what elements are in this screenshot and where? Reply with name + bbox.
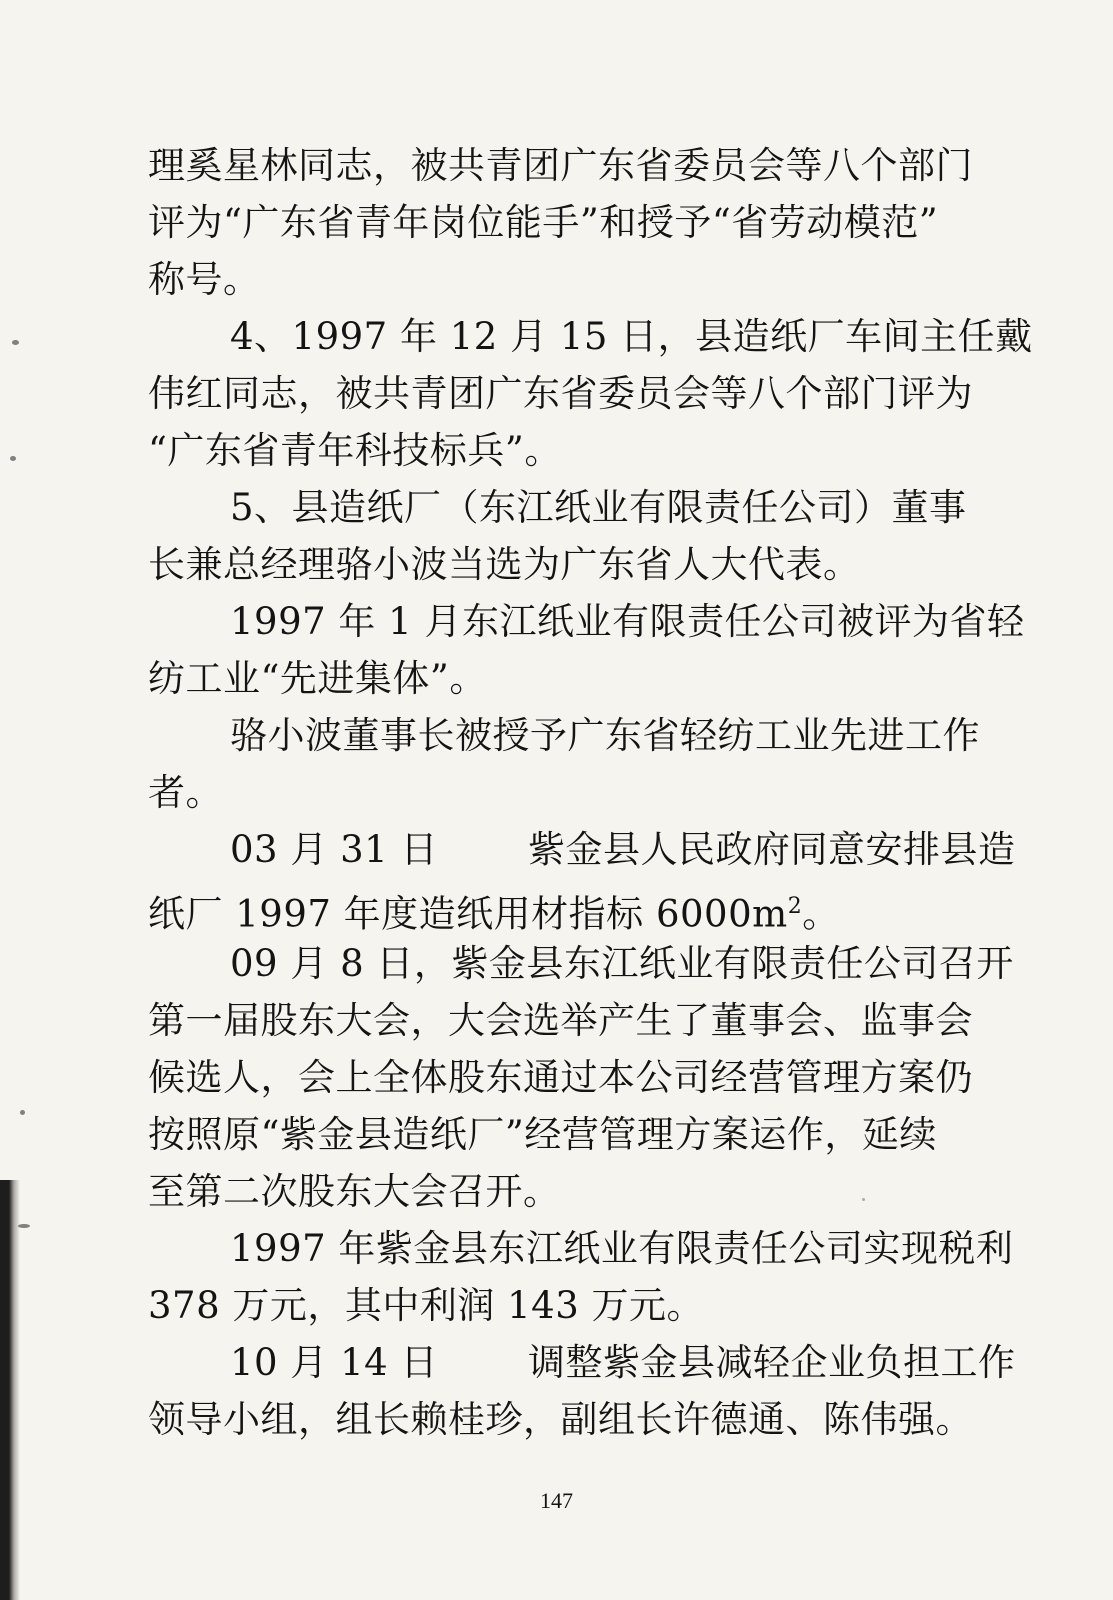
line-text: 调整紫金县减轻企业负担工作 (527, 1341, 1016, 1384)
scan-speck (20, 1110, 25, 1115)
line-text: 至第二次股东大会召开。 (148, 1170, 561, 1213)
text-line (148, 650, 1008, 707)
line-text: 纺工业“先进集体”。 (148, 657, 487, 700)
text-line (148, 992, 1008, 1049)
line-text: 5、县造纸厂（东江纸业有限责任公司）董事 (230, 486, 967, 529)
document-body-text (148, 137, 1033, 1448)
line-text: 第一届股东大会，大会选举产生了董事会、监事会 (148, 999, 973, 1042)
line-text: 伟红同志，被共青团广东省委员会等八个部门评为 (148, 372, 973, 415)
entry-date: 10 月 14 日 (230, 1341, 438, 1384)
scan-speck (10, 456, 16, 461)
entry-date: 03 月 31 日 (230, 828, 438, 871)
text-line (148, 1391, 1008, 1448)
text-line (148, 1277, 1008, 1334)
text-line (148, 1163, 1008, 1220)
text-line (148, 764, 1008, 821)
text-line (148, 479, 1008, 536)
line-text: 长兼总经理骆小波当选为广东省人大代表。 (148, 543, 861, 586)
scan-speck (12, 340, 19, 345)
line-text: 称号。 (148, 258, 261, 301)
text-line (148, 308, 1033, 365)
line-text: 理奚星林同志，被共青团广东省委员会等八个部门 (148, 144, 973, 187)
text-line (148, 137, 1008, 194)
text-line (148, 422, 1008, 479)
line-text: “广东省青年科技标兵”。 (148, 429, 562, 472)
text-line (148, 821, 1016, 878)
text-line (148, 593, 1025, 650)
line-text: 紫金县人民政府同意安排县造 (527, 828, 1016, 871)
text-line (148, 707, 1008, 764)
text-line (148, 1049, 1008, 1106)
line-text: 1997 年紫金县东江纸业有限责任公司实现税利 (230, 1227, 1014, 1270)
line-text-tail: 。 (802, 892, 840, 936)
text-line (148, 194, 1008, 251)
scan-binding-edge (0, 1180, 20, 1600)
text-line (148, 1334, 1016, 1391)
line-text: 378 万元，其中利润 143 万元。 (148, 1284, 705, 1327)
line-text: 候选人，会上全体股东通过本公司经营管理方案仍 (148, 1056, 973, 1099)
line-text: 者。 (148, 771, 223, 814)
line-text: 4、1997 年 12 月 15 日，县造纸厂车间主任戴 (230, 315, 1033, 358)
text-line (148, 536, 1008, 593)
line-text: 纸厂 1997 年度造纸用材指标 6000m (148, 892, 788, 936)
line-text: 按照原“紫金县造纸厂”经营管理方案运作，延续 (148, 1113, 937, 1156)
text-line (148, 935, 1014, 992)
text-line (148, 878, 1008, 935)
superscript: 2 (787, 894, 803, 919)
line-text: 1997 年 1 月东江纸业有限责任公司被评为省轻 (230, 600, 1025, 643)
scan-speck (18, 1224, 30, 1228)
line-text: 09 月 8 日，紫金县东江纸业有限责任公司召开 (230, 942, 1014, 985)
text-line (148, 1220, 1014, 1277)
line-text: 评为“广东省青年岗位能手”和授予“省劳动模范” (148, 201, 939, 244)
text-line (148, 251, 1008, 308)
text-line (148, 1106, 1008, 1163)
page-number: 147 (540, 1488, 573, 1513)
text-line (148, 365, 1008, 422)
line-text: 领导小组，组长赖桂珍，副组长许德通、陈伟强。 (148, 1398, 973, 1441)
line-text: 骆小波董事长被授予广东省轻纺工业先进工作 (230, 714, 980, 757)
